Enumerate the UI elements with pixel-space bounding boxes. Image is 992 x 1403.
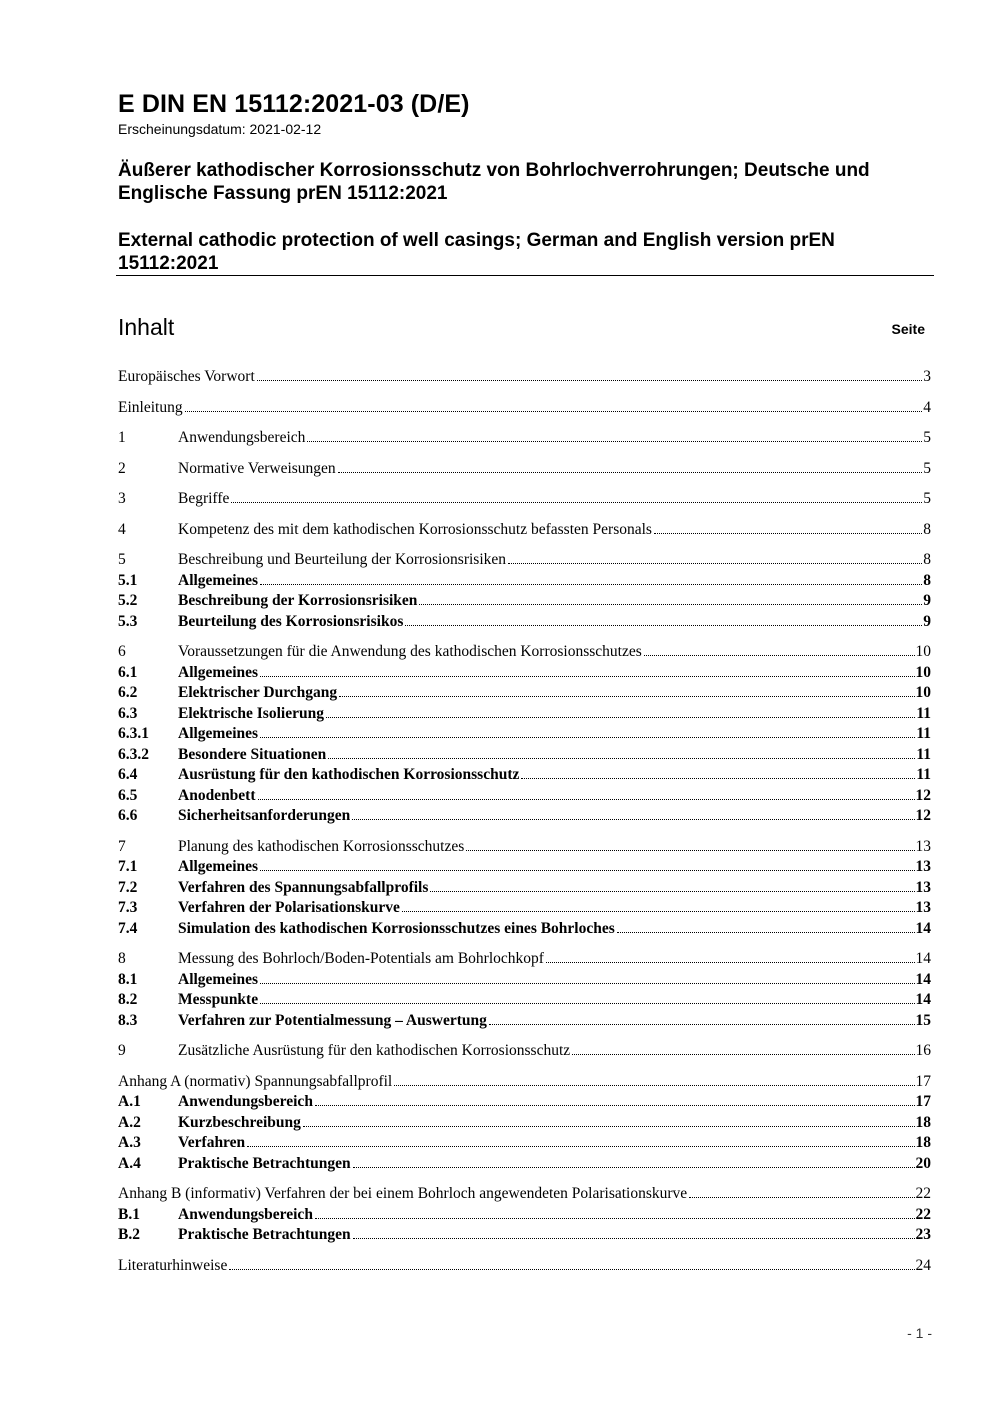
toc-entry-title: Anwendungsbereich [178, 429, 306, 446]
toc-entry-page: 16 [915, 1042, 931, 1059]
toc-entry-page: 5 [923, 459, 931, 477]
toc-leader-dots [260, 584, 922, 585]
toc-entry[interactable] [118, 398, 931, 419]
toc-leader-dots [338, 472, 923, 473]
toc-entry-title: Allgemeines [178, 725, 259, 742]
toc-entry-number: B.1 [118, 1205, 140, 1223]
toc-leader-dots [231, 502, 922, 503]
toc-entry-page: 22 [915, 1205, 931, 1223]
toc-leader-dots [258, 799, 915, 800]
toc-entry-number: A.3 [118, 1134, 141, 1151]
toc-entry[interactable] [118, 806, 931, 827]
toc-entry-number: 7.3 [118, 899, 138, 916]
toc-leader-dots [546, 962, 915, 963]
toc-entry[interactable] [118, 949, 931, 970]
toc-leader-dots [185, 411, 923, 412]
toc-entry-title: Zusätzliche Ausrüstung für den kathodischen Korrosionsschutz [178, 1042, 571, 1059]
toc-entry-page: 13 [915, 899, 931, 916]
toc-entry-page: 9 [923, 592, 931, 609]
toc-entry-title: Messpunkte [178, 991, 259, 1008]
toc-entry-title: Praktische Betrachtungen [178, 1154, 351, 1172]
toc-entry-page: 17 [915, 1093, 931, 1110]
toc-entry-number: A.4 [118, 1154, 141, 1172]
toc-entry-number: 5 [118, 551, 126, 568]
toc-entry[interactable] [118, 642, 931, 663]
toc-entry[interactable] [118, 919, 931, 940]
toc-entry-number: A.1 [118, 1093, 141, 1110]
toc-entry-page: 4 [923, 398, 931, 416]
toc-leader-dots [257, 380, 922, 381]
toc-leader-dots [617, 932, 915, 933]
toc-heading: Inhalt [118, 314, 175, 340]
toc-entry-number: A.2 [118, 1113, 141, 1131]
toc-entry-page: 24 [915, 1256, 931, 1274]
toc-entry-title: Kompetenz des mit dem kathodischen Korrosionsschutz befassten Personals [178, 520, 652, 538]
toc-entry[interactable] [118, 612, 931, 633]
toc-entry-title: Normative Verweisungen [178, 459, 336, 477]
toc-entry-page: 13 [915, 837, 931, 855]
toc-entry-number: 8.3 [118, 1011, 138, 1029]
toc-entry-page: 15 [915, 1011, 931, 1029]
toc-leader-dots [229, 1269, 914, 1270]
toc-entry-number: 6.5 [118, 786, 138, 804]
title-english: External cathodic protection of well casings; German and English version prEN 15112:2021 [118, 230, 835, 274]
toc-entry-number: 7.4 [118, 919, 138, 937]
toc-entry[interactable] [118, 704, 931, 725]
toc-entry-title: Anhang B (informativ) Verfahren der bei einem Bohrloch angewendeten Polarisationskurve [118, 1185, 688, 1202]
toc-entry-page: 11 [916, 704, 931, 722]
toc-leader-dots [260, 983, 914, 984]
toc-entry-page: 10 [915, 663, 931, 681]
toc-entry-page: 13 [915, 878, 931, 896]
toc-leader-dots [326, 717, 915, 718]
toc-entry-page: 8 [923, 520, 931, 538]
toc-leader-dots [260, 737, 915, 738]
toc-entry-page: 12 [915, 786, 931, 804]
toc-entry[interactable] [118, 571, 931, 592]
table-of-contents [118, 367, 931, 1276]
toc-leader-dots [644, 655, 915, 656]
publication-date: Erscheinungsdatum: 2021-02-12 [118, 121, 322, 137]
toc-entry-number: 6.3.1 [118, 725, 149, 742]
toc-entry-number: 6.2 [118, 684, 138, 701]
toc-entry-number: 8.1 [118, 970, 138, 988]
toc-entry[interactable] [118, 1011, 931, 1032]
toc-entry[interactable] [118, 990, 931, 1011]
toc-entry-title: Literaturhinweise [118, 1256, 228, 1274]
toc-entry-number: 6.3 [118, 704, 138, 722]
toc-entry-title: Europäisches Vorwort [118, 368, 255, 385]
toc-entry-number: 4 [118, 520, 126, 538]
toc-entry[interactable] [118, 1205, 931, 1226]
toc-leader-dots [260, 676, 914, 677]
toc-entry-number: 8 [118, 950, 126, 967]
toc-entry-number: 1 [118, 429, 126, 446]
toc-entry-page: 23 [915, 1226, 931, 1243]
toc-entry-title: Simulation des kathodischen Korrosionsschutzes eines Bohrloches [178, 919, 615, 937]
toc-entry-number: 6.4 [118, 766, 138, 783]
toc-entry-page: 18 [915, 1113, 931, 1131]
toc-entry-page: 10 [915, 643, 931, 660]
toc-entry-page: 17 [915, 1072, 931, 1090]
toc-entry[interactable] [118, 786, 931, 807]
toc-entry-number: 5.2 [118, 592, 138, 609]
toc-entry[interactable] [118, 898, 931, 919]
toc-entry-number: 5.3 [118, 612, 138, 630]
toc-entry-title: Beschreibung und Beurteilung der Korrosionsrisiken [178, 551, 507, 568]
toc-entry-page: 14 [915, 970, 931, 988]
toc-entry-title: Planung des kathodischen Korrosionsschutzes [178, 837, 465, 855]
toc-leader-dots [247, 1146, 914, 1147]
document-id: E DIN EN 15112:2021-03 (D/E) [118, 90, 470, 118]
toc-leader-dots [303, 1126, 915, 1127]
toc-entry[interactable] [118, 1184, 931, 1205]
toc-entry-title: Verfahren des Spannungsabfallprofils [178, 878, 429, 896]
toc-entry-title: Ausrüstung für den kathodischen Korrosionsschutz [178, 766, 520, 783]
toc-leader-dots [402, 911, 915, 912]
toc-entry-title: Praktische Betrachtungen [178, 1226, 351, 1243]
toc-leader-dots [430, 891, 914, 892]
toc-entry[interactable] [118, 663, 931, 684]
toc-entry[interactable] [118, 745, 931, 766]
toc-entry-number: 9 [118, 1042, 126, 1059]
toc-entry-title: Anodenbett [178, 786, 256, 804]
toc-entry-title: Voraussetzungen für die Anwendung des kathodischen Korrosionsschutzes [178, 643, 642, 660]
toc-entry-page: 14 [915, 991, 931, 1008]
toc-leader-dots [260, 1003, 914, 1004]
toc-leader-dots [352, 819, 914, 820]
toc-entry[interactable] [118, 459, 931, 480]
toc-entry[interactable] [118, 550, 931, 571]
toc-entry[interactable] [118, 724, 931, 745]
toc-entry[interactable] [118, 591, 931, 612]
page-number: - 1 - [907, 1325, 932, 1341]
toc-leader-dots [654, 533, 922, 534]
toc-entry[interactable] [118, 1113, 931, 1134]
toc-entry-page: 13 [915, 858, 931, 875]
toc-entry-number: 7 [118, 837, 126, 855]
toc-entry-number: 3 [118, 490, 126, 507]
toc-entry-number: 7.1 [118, 858, 138, 875]
toc-entry-number: 6.1 [118, 663, 138, 681]
toc-entry-number: 6 [118, 643, 126, 660]
toc-leader-dots [689, 1197, 914, 1198]
toc-entry-page: 14 [915, 950, 931, 967]
toc-entry-title: Allgemeines [178, 970, 259, 988]
toc-leader-dots [419, 604, 922, 605]
toc-leader-dots [508, 563, 922, 564]
toc-entry-title: Sicherheitsanforderungen [178, 807, 351, 824]
toc-entry-page: 5 [923, 490, 931, 507]
toc-entry-page: 11 [916, 766, 931, 783]
toc-leader-dots [315, 1105, 915, 1106]
toc-entry[interactable] [118, 489, 931, 510]
toc-entry[interactable] [118, 520, 931, 541]
toc-entry-title: Allgemeines [178, 858, 259, 875]
toc-leader-dots [315, 1218, 915, 1219]
toc-entry[interactable] [118, 857, 931, 878]
toc-entry-title: Verfahren zur Potentialmessung – Auswertung [178, 1011, 487, 1029]
toc-entry-number: 6.3.2 [118, 745, 149, 763]
toc-leader-dots [405, 625, 922, 626]
toc-leader-dots [521, 778, 915, 779]
toc-entry[interactable] [118, 1092, 931, 1113]
toc-entry-page: 22 [915, 1185, 931, 1202]
toc-entry[interactable] [118, 837, 931, 858]
toc-entry-number: 7.2 [118, 878, 138, 896]
toc-entry[interactable] [118, 428, 931, 449]
toc-entry-page: 8 [923, 551, 931, 568]
header-divider [116, 275, 934, 276]
toc-entry-title: Verfahren [178, 1134, 246, 1151]
toc-leader-dots [489, 1024, 915, 1025]
toc-entry[interactable] [118, 878, 931, 899]
toc-entry-title: Allgemeines [178, 663, 259, 681]
toc-entry[interactable] [118, 367, 931, 388]
toc-entry[interactable] [118, 1072, 931, 1093]
toc-entry[interactable] [118, 683, 931, 704]
toc-entry-page: 10 [915, 684, 931, 701]
toc-entry-page: 20 [915, 1154, 931, 1172]
toc-entry-number: 2 [118, 459, 126, 477]
toc-entry-page: 9 [923, 612, 931, 630]
toc-entry-page: 8 [923, 571, 931, 589]
toc-entry[interactable] [118, 765, 931, 786]
toc-leader-dots [339, 696, 914, 697]
toc-leader-dots [353, 1167, 915, 1168]
toc-leader-dots [353, 1238, 915, 1239]
toc-entry-title: Anwendungsbereich [178, 1205, 313, 1223]
toc-leader-dots [307, 441, 922, 442]
toc-entry-title: Elektrische Isolierung [178, 704, 324, 722]
toc-entry[interactable] [118, 1225, 931, 1246]
toc-page-column-label: Seite [891, 321, 925, 337]
toc-leader-dots [260, 870, 914, 871]
toc-entry-title: Beurteilung des Korrosionsrisikos [178, 612, 404, 630]
toc-entry-title: Anwendungsbereich [178, 1093, 313, 1110]
toc-entry-title: Kurzbeschreibung [178, 1113, 301, 1131]
toc-entry-page: 18 [915, 1134, 931, 1151]
toc-entry-title: Anhang A (normativ) Spannungsabfallprofil [118, 1072, 393, 1090]
toc-entry[interactable] [118, 1154, 931, 1175]
toc-entry-page: 11 [916, 745, 931, 763]
toc-entry-number: B.2 [118, 1226, 140, 1243]
toc-entry-title: Elektrischer Durchgang [178, 684, 338, 701]
toc-entry[interactable] [118, 970, 931, 991]
title-german: Äußerer kathodischer Korrosionsschutz von Bohrlochverrohrungen; Deutsche und Englische Fassung prEN 15112:2021 [118, 160, 870, 204]
toc-leader-dots [572, 1054, 914, 1055]
toc-leader-dots [328, 758, 915, 759]
toc-leader-dots [394, 1085, 914, 1086]
toc-entry-title: Messung des Bohrloch/Boden-Potentials am Bohrlochkopf [178, 950, 544, 967]
toc-entry-number: 5.1 [118, 571, 138, 589]
toc-entry-page: 12 [915, 807, 931, 824]
toc-entry-page: 14 [915, 919, 931, 937]
toc-entry-title: Besondere Situationen [178, 745, 327, 763]
toc-entry-page: 3 [923, 368, 931, 385]
toc-entry-number: 8.2 [118, 991, 138, 1008]
toc-entry[interactable] [118, 1041, 931, 1062]
toc-entry-title: Einleitung [118, 398, 183, 416]
toc-entry-title: Beschreibung der Korrosionsrisiken [178, 592, 418, 609]
toc-entry-page: 11 [916, 725, 931, 742]
toc-entry-title: Allgemeines [178, 571, 259, 589]
toc-leader-dots [466, 850, 914, 851]
toc-entry-title: Verfahren der Polarisationskurve [178, 899, 400, 916]
toc-entry-number: 6.6 [118, 807, 138, 824]
toc-entry[interactable] [118, 1256, 931, 1277]
toc-entry-title: Begriffe [178, 490, 230, 507]
toc-entry-page: 5 [923, 429, 931, 446]
toc-entry[interactable] [118, 1133, 931, 1154]
